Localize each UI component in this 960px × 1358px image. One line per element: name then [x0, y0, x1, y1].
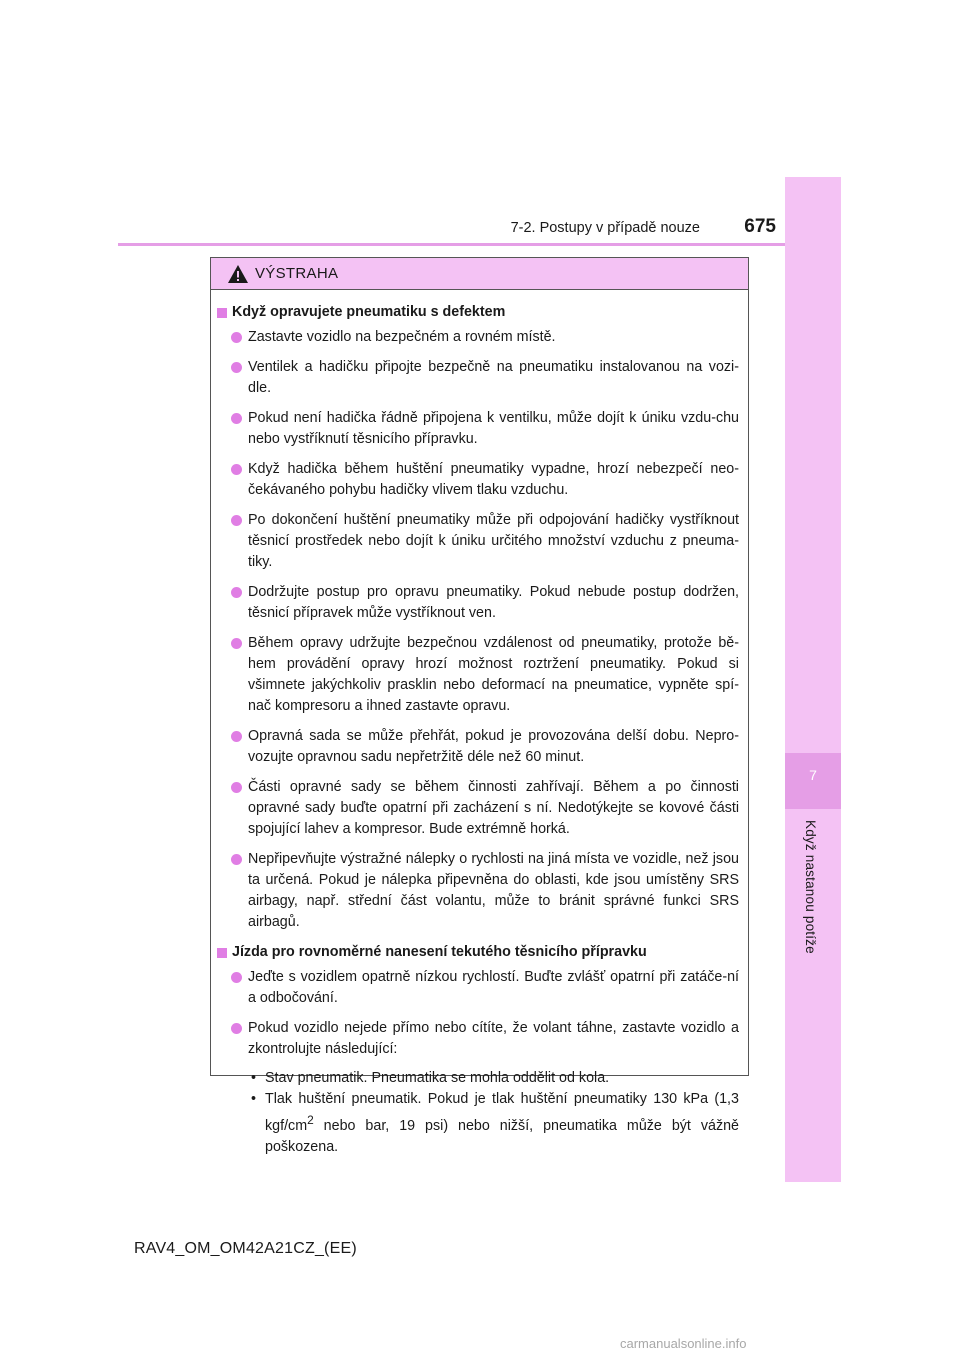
chapter-side-tab — [785, 177, 841, 1182]
bullet-icon — [231, 854, 242, 865]
pressure-text-before: Tlak huštění pneumatik. Pokud je tlak huštění pneumatiky 130 kPa (1,3 kgf/cm — [265, 1091, 739, 1134]
list-item — [231, 327, 739, 348]
bullet-icon — [231, 362, 242, 373]
document-code: RAV4_OM_OM42A21CZ_(EE) — [134, 1240, 357, 1257]
square-bullet-icon — [217, 948, 227, 958]
list-item — [231, 1018, 739, 1060]
list-item — [231, 357, 739, 399]
bullet-icon — [231, 638, 242, 649]
list-item — [231, 967, 739, 1009]
list-item — [231, 726, 739, 768]
list-item-text: Během opravy udržujte bezpečnou vzdálenost od pneumatiky, protože bě-hem provádění opravy hrozí možnost roztržení pneumatiky. Pokud si všimnete jakýchkoliv prasklin nebo deformací na pneumatice, vypněte spí-nač kompresoru a ihned zastavte opravu. — [248, 635, 739, 714]
warning-header — [211, 258, 748, 290]
list-item-text: Zastavte vozidlo na bezpečném a rovném místě. — [248, 329, 556, 345]
watermark-link[interactable]: carmanualsonline.info — [620, 1336, 747, 1351]
pressure-text-after: nebo bar, 19 psi) nebo nižší, pneumatika může být vážně poškozena. — [265, 1117, 739, 1155]
list-item — [231, 408, 739, 450]
list-item — [231, 849, 739, 933]
superscript: 2 — [307, 1113, 314, 1127]
list-item — [231, 510, 739, 573]
section-title: 7-2. Postupy v případě nouze — [510, 220, 700, 236]
sub-list-item-text — [265, 1089, 739, 1158]
chapter-title: Když nastanou potíže — [803, 820, 818, 954]
list-item-text: Jeďte s vozidlem opatrně nízkou rychlostí. Buďte zvlášť opatrní při zatáče-ní a odbočování. — [248, 969, 739, 1006]
bullet-icon — [231, 464, 242, 475]
list-item-text: Dodržujte postup pro opravu pneumatiky. Pokud nebude postup dodržen, těsnicí přípravek může vystříknout ven. — [248, 584, 739, 621]
list-item-text: Po dokončení huštění pneumatiky může při odpojování hadičky vystříknout těsnicí prostředek nebo dojít k úniku určitého množství vzduchu z pneuma-tiky. — [248, 512, 739, 570]
list-item — [231, 459, 739, 501]
list-item — [231, 777, 739, 840]
bullet-icon — [231, 782, 242, 793]
list-item-text: Části opravné sady se během činnosti zahřívají. Během a po činnosti opravné sady buďte opatrní při zacházení s ní. Nedotýkejte se kovové části spojující lahev a kompresor. Bude extrémně horká. — [248, 779, 739, 837]
sub-list-item-text: Stav pneumatik. Pneumatika se mohla oddělit od kola. — [265, 1070, 610, 1086]
sub-list-item — [251, 1068, 739, 1089]
list-item-text: Opravná sada se může přehřát, pokud je provozována delší dobu. Nepro-vozujte opravnou sadu nepřetržitě déle než 60 minut. — [248, 728, 739, 765]
header-rule — [118, 243, 841, 246]
list-item — [231, 582, 739, 624]
warning-title: VÝSTRAHA — [255, 265, 339, 282]
list-item-text: Ventilek a hadičku připojte bezpečně na pneumatiku instalovanou na vozi-dle. — [248, 359, 739, 396]
bullet-icon — [231, 1023, 242, 1034]
square-bullet-icon — [217, 308, 227, 318]
sub-bullet: • — [251, 1091, 257, 1107]
sub-list — [251, 1068, 739, 1158]
list-item-text: Nepřipevňujte výstražné nálepky o rychlosti na jiná místa ve vozidle, než jsou ta určená. Pokud je nálepka připevněna do oblasti, kde jsou umístěny SRS airbagy, např. střední část volantu, může to bránit správné funkci SRS airbagů. — [248, 851, 739, 930]
section-heading-text: Jízda pro rovnoměrné nanesení tekutého těsnicího přípravku — [232, 944, 647, 960]
chapter-number: 7 — [809, 767, 817, 783]
sub-list-item — [251, 1089, 739, 1158]
section-heading — [217, 302, 739, 323]
bullet-icon — [231, 731, 242, 742]
warning-triangle-icon — [227, 264, 249, 284]
list-item-text: Pokud není hadička řádně připojena k ventilku, může dojít k úniku vzdu-chu nebo vystříknutí těsnicího přípravku. — [248, 410, 739, 447]
bullet-icon — [231, 515, 242, 526]
bullet-icon — [231, 972, 242, 983]
section-heading-text: Když opravujete pneumatiku s defektem — [232, 304, 506, 320]
bullet-icon — [231, 413, 242, 424]
list-item-text: Když hadička během huštění pneumatiky vypadne, hrozí nebezpečí neo-čekávaného pohybu hadičky vlivem tlaku vzduchu. — [248, 461, 739, 498]
sub-bullet: • — [251, 1070, 257, 1086]
bullet-icon — [231, 332, 242, 343]
list-item — [231, 633, 739, 717]
bullet-icon — [231, 587, 242, 598]
list-item-text: Pokud vozidlo nejede přímo nebo cítíte, že volant táhne, zastavte vozidlo a zkontrolujte následující: — [248, 1020, 739, 1057]
warning-box — [210, 257, 749, 1155]
page-number: 675 — [744, 216, 776, 237]
warning-body — [211, 290, 748, 1158]
section-heading — [217, 942, 739, 963]
